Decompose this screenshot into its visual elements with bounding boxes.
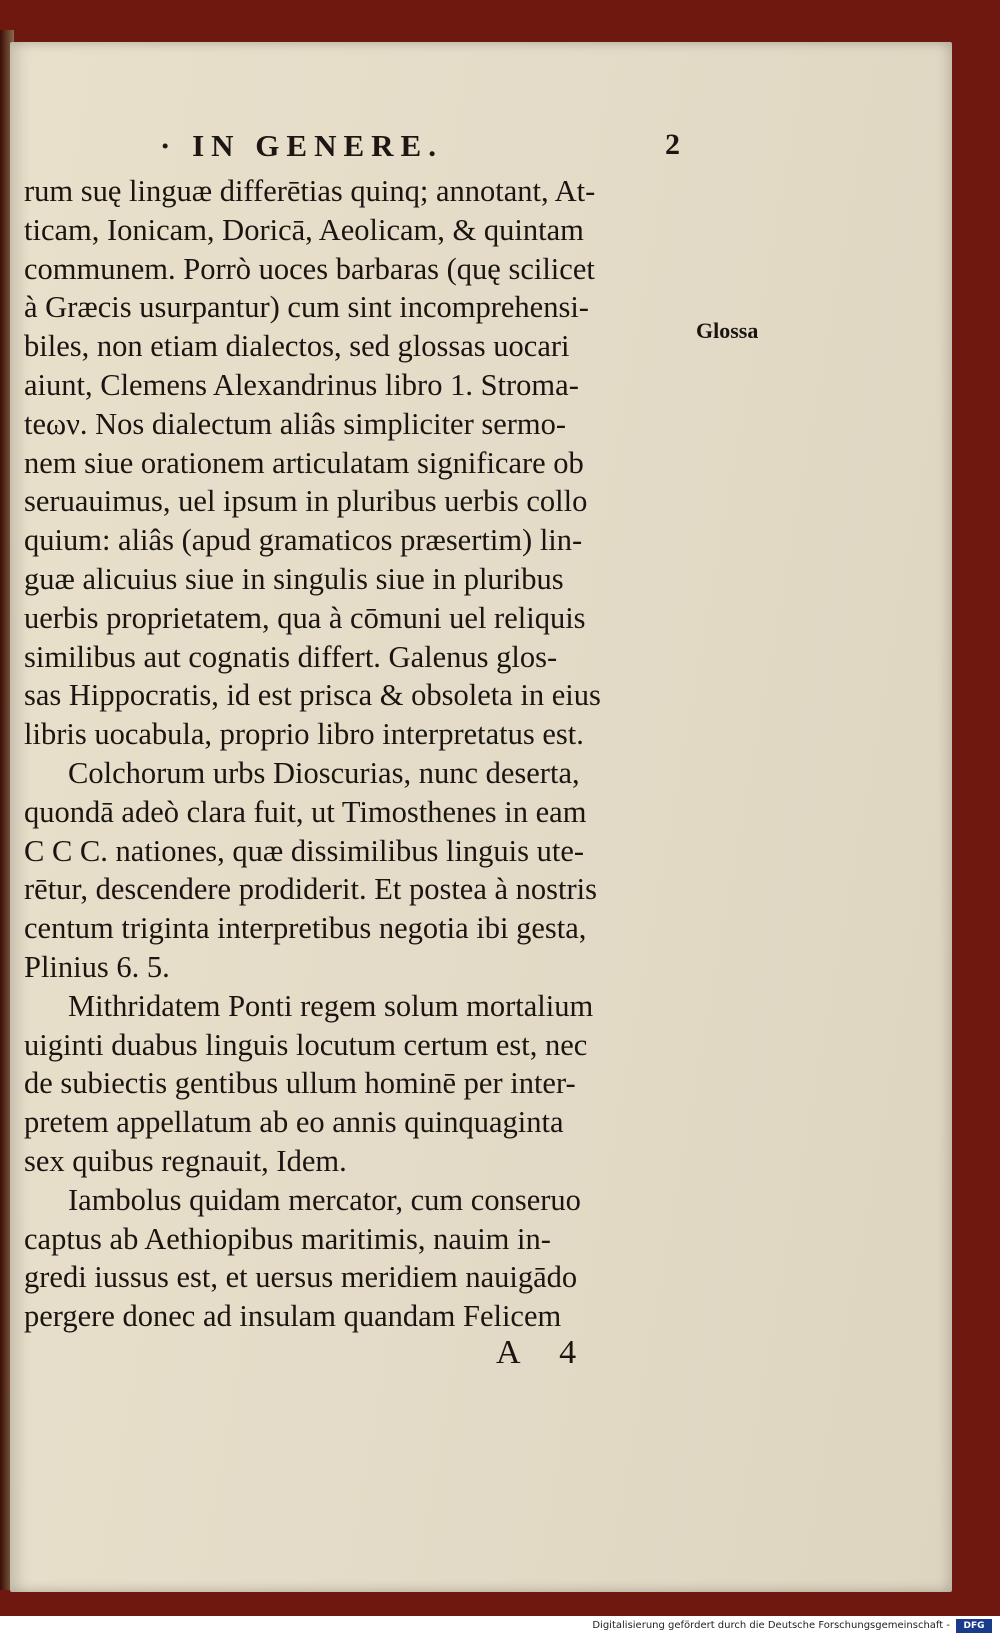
text-line: captus ab Aethiopibus maritimis, nauim in-: [24, 1221, 551, 1256]
body-text: [24, 172, 704, 1336]
text-line: quium: aliâs (apud gramaticos præsertim) lin-: [24, 523, 583, 558]
text-line: aiunt, Clemens Alexandrinus libro 1. Stroma-: [24, 367, 579, 402]
text-line: teων. Nos dialectum aliâs simpliciter sermo-: [24, 406, 567, 441]
text-line: Plinius 6. 5.: [24, 949, 170, 984]
text-line: à Græcis usurpantur) cum sint incomprehensi-: [24, 290, 589, 325]
dfg-logo-icon[interactable]: DFG: [956, 1619, 992, 1633]
text-line: C C C. nationes, quæ dissimilibus linguis ute-: [24, 833, 585, 868]
text-line: biles, non etiam dialectos, sed glossas uocari: [24, 329, 570, 364]
text-line: quondā adeò clara fuit, ut Timosthenes in eam: [24, 794, 587, 829]
digitization-footer: [0, 1616, 1000, 1639]
signature-mark: A 4: [496, 1334, 593, 1371]
text-line: guæ alicuius siue in singulis siue in pluribus: [24, 561, 564, 596]
text-line: de subiectis gentibus ullum hominē per inter-: [24, 1066, 576, 1101]
footer-credit: Digitalisierung gefördert durch die Deutsche Forschungsgemeinschaft -: [592, 1620, 950, 1631]
text-line: uiginti duabus linguis locutum certum est, nec: [24, 1027, 588, 1062]
text-line: sas Hippocratis, id est prisca & obsoleta in eius: [24, 678, 601, 713]
text-line: ticam, Ionicam, Doricā, Aeolicam, & quintam: [24, 212, 584, 247]
text-line: Colchorum urbs Dioscurias, nunc deserta,: [68, 755, 580, 790]
text-line: uerbis proprietatem, qua à cōmuni uel reliquis: [24, 600, 586, 635]
marginal-note: Glossa: [696, 318, 759, 343]
text-line: gredi iussus est, et uersus meridiem nauigādo: [24, 1260, 578, 1295]
text-line: pretem appellatum ab eo annis quinquaginta: [24, 1105, 564, 1140]
text-line: sex quibus regnauit, Idem.: [24, 1143, 347, 1178]
text-line: nem siue orationem articulatam significare ob: [24, 445, 584, 480]
text-line: similibus aut cognatis differt. Galenus glos-: [24, 639, 558, 674]
text-line: centum triginta interpretibus negotia ibi gesta,: [24, 911, 587, 946]
running-head: [160, 128, 680, 168]
text-line: Iambolus quidam mercator, cum conseruo: [68, 1182, 581, 1217]
text-line: rum suę linguæ differētias quinq; annotant, At-: [24, 174, 596, 208]
page-number: 2: [665, 128, 680, 161]
text-line: libris uocabula, proprio libro interpretatus est.: [24, 717, 584, 752]
text-line: pergere donec ad insulam quandam Felicem: [24, 1299, 562, 1334]
running-title: · IN GENERE.: [160, 128, 443, 163]
text-line: rētur, descendere prodiderit. Et postea à nostris: [24, 872, 597, 907]
text-line: communem. Porrò uoces barbaras (quę scilicet: [24, 251, 595, 286]
text-line: Mithridatem Ponti regem solum mortalium: [68, 988, 594, 1023]
text-line: seruauimus, uel ipsum in pluribus uerbis collo: [24, 484, 588, 519]
